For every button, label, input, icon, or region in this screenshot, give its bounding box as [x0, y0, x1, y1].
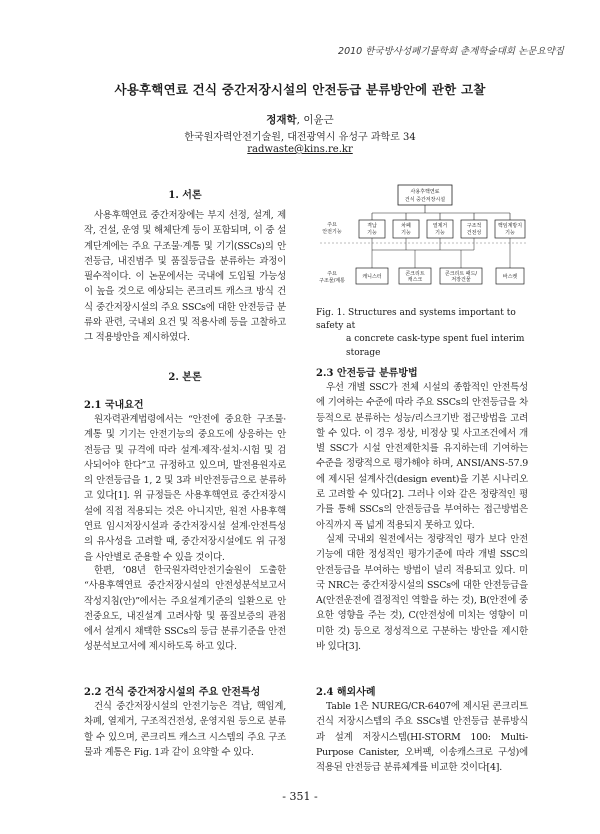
figure-row-label-2b: 구조물/계통 [319, 278, 345, 284]
figure-row-label-2a: 주요 [327, 271, 337, 277]
intro-paragraph: 사용후핵연료 중간저장에는 부지 선정, 설계, 제작, 건설, 운영 및 해체단계 등이 포함되며, 이 중 설계단계에는 주요 구조물·계통 및 기기(SSCs)의 안전등급, 내진범주 및 품질등급을 분류하는 과정이 필수적이다. 이 논문에서는 국내에 도입될 가능성이 높을 것으로 예상되는 콘크리트 캐스크 방식 건식 중간저장시설의 주요 SSCs에 대한 안전등급 분류와 관련, 국내외 요건 및 적용사례 등을 고찰하고 그 적용방안을 제시하였다. [84, 210, 286, 344]
figure-1-svg [316, 180, 528, 302]
section-2-3-heading: 2.3 안전등급 분류방법 [316, 368, 418, 379]
function-label: 핵임계방지 [497, 223, 523, 229]
function-label: 격납 [367, 223, 377, 229]
section-2-2-paragraph: 건식 중간저장시설의 안전기능은 격납, 핵임계, 차폐, 열제거, 구조적건전성, 운영지원 등으로 분류할 수 있으며, 콘크리트 캐스크 시스템의 주요 구조물과 계통은 Fig. 1과 같이 요약할 수 있다. [84, 701, 286, 758]
figure-row-label-1b: 안전기능 [322, 229, 342, 235]
body-heading: 2. 본론 [168, 372, 202, 383]
section-2-1-paragraph-2: 한편, ’08년 한국원자력안전기술원이 도출한 “사용후핵연료 중간저장시설의 안전성분석보고서 작성지침(안)”에서는 주요설계기준의 일환으로 안전중요도, 내진설계 고려사항 및 품질보증의 관점에서 설계시 채택한 SSCs의 등급 분류기준을 안전성분석보고서에 제시하도록 하고 있다. [84, 565, 286, 653]
author-line [0, 112, 600, 127]
paper-title: 사용후핵연료 건식 중간저장시설의 안전등급 분류방안에 관한 고찰 [114, 82, 486, 97]
co-authors: , 이윤근 [296, 114, 334, 126]
function-label: 건전성 [466, 230, 482, 236]
section-2-1-heading: 2.1 국내요건 [84, 400, 144, 411]
figure-row-label-1a: 주요 [327, 222, 337, 228]
affiliation: 한국원자력안전기술원, 대전광역시 유성구 과학로 34 [184, 132, 416, 143]
section-2-1-paragraph-1: 원자력관계법령에서는 “안전에 중요한 구조물·계통 및 기기는 안전기능의 중요도에 상응하는 안전등급 및 규격에 따라 설계·제작·설치·시험 및 검사되어야 한다”고 규정하고 있으며, 발전용원자로의 안전등급을 1, 2 및 3과 비안전등급으로 분류하고 있다[1]. 위 규정들은 사용후핵연료 중간저장시설에 직접 적용되는 것은 아니지만, 원전 사용후핵연료 임시저장시설과 중간저장시설 설계·안전특성의 유사성을 고려할 때, 중간저장시설에도 위 규정을 사안별로 준용할 수 있을 것이다. [84, 414, 286, 563]
function-label: 열제거 [432, 223, 448, 229]
page-number: - 351 - [282, 790, 318, 803]
structure-label: 캐니스터 [362, 274, 382, 280]
function-label: 구조적 [466, 223, 482, 229]
figure-1-caption [316, 307, 528, 360]
section-2-3-paragraph-1: 우선 개별 SSC가 전체 시설의 종합적인 안전특성에 기여하는 수준에 따라 주요 SSCs의 안전등급을 차등적으로 분류하는 성능/리스크기반 접근방법을 고려할 수 있다. 이 경우 정상, 비정상 및 사고조건에서 개별 SSC가 시설 안전제한치를 유지하는데 기여하는 수준을 정량적으로 평가해야 하며, ANSI/ANS-57.9에 제시된 설계사건(design event)을 기본 시나리오로 고려할 수 있다[2]. 그러나 이와 같은 정량적인 평가를 통해 SSCs의 안전등급을 부여하는 접근방법은 아직까지 폭 넓게 적용되지 못하고 있다. [316, 382, 528, 531]
structure-label: 콘크리트 [405, 271, 425, 277]
figure-caption-line-2: a concrete cask-type spent fuel interim [346, 334, 525, 345]
author-email[interactable]: radwaste@kins.re.kr [247, 144, 353, 155]
structure-label: 바스켓 [502, 274, 518, 280]
function-label: 기능 [401, 230, 411, 236]
section-2-4-heading: 2.4 해외사례 [316, 687, 376, 698]
function-label: 기능 [435, 230, 445, 236]
lead-author: 정재학 [266, 114, 297, 126]
figure-caption-line-1: Fig. 1. Structures and systems important to safety at [316, 308, 516, 332]
structure-label: 콘크리트 패드/ [444, 271, 478, 277]
section-2-2-heading: 2.2 건식 중간저장시설의 주요 안전특성 [84, 687, 261, 698]
function-label: 차폐 [401, 223, 411, 229]
section-2-3-paragraph-2: 실제 국내외 원전에서는 정량적인 평가 보다 안전기능에 대한 정성적인 평가기준에 따라 개별 SSC의 안전등급을 부여하는 방법이 널리 적용되고 있다. 미국 NRC는 중간저장시설의 SSCs에 대한 안전등급을 A(안전운전에 결정적인 역할을 하는 것), B(안전에 중요한 영향을 주는 것), C(안전성에 미치는 영향이 미미한 것) 등으로 정성적으로 구분하는 방안을 제시한 바 있다[3]. [316, 534, 528, 653]
figure-1-diagram [316, 180, 528, 302]
section-2-4-paragraph: Table 1은 NUREG/CR-6407에 제시된 콘크리트 건식 저장시스템의 주요 SSCs별 안전등급 분류방식과 설계 저장시스템(HI-STORM 100: Multi-Purpose Canister, 오버팩, 이송캐스크로 구성)에 적용된 안전등급 분류체계를 비교한 것이다[4]. [316, 701, 528, 774]
running-head: 2010 한국방사성폐기물학회 춘계학술대회 논문요약집 [338, 46, 564, 57]
function-label: 기능 [505, 230, 515, 236]
figure-top-label-2: 건식 중간저장시설 [404, 197, 446, 203]
structure-label: 캐스크 [407, 277, 423, 283]
function-label: 기능 [367, 230, 377, 236]
structure-label: 저장건물 [451, 277, 471, 283]
intro-heading: 1. 서론 [168, 190, 202, 201]
figure-caption-line-3: storage [346, 347, 381, 358]
figure-top-label-1: 사용후핵연료 [410, 189, 440, 195]
